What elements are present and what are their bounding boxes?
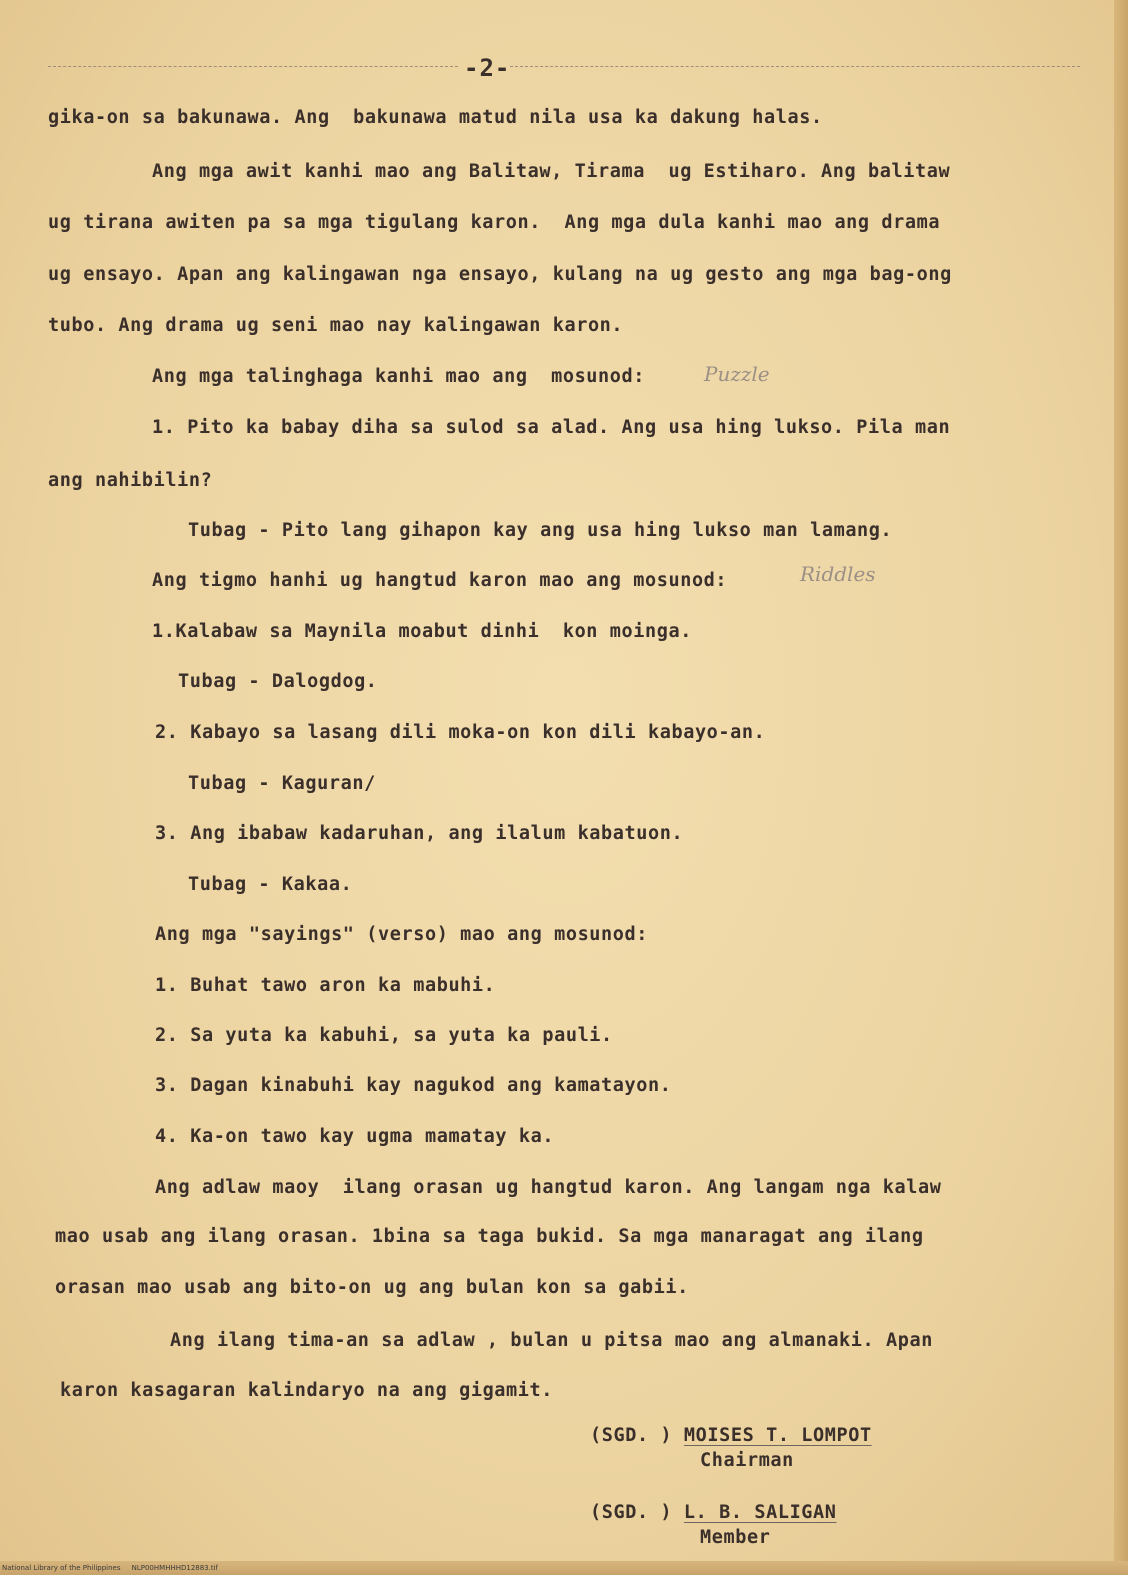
text-line: Ang mga talinghaga kanhi mao ang mosunod: [152,366,645,387]
text-line: gika-on sa bakunawa. Ang bakunawa matud nila usa ka dakung halas. [48,107,823,128]
text-line: ug tirana awiten pa sa mga tigulang karon. Ang mga dula kanhi mao ang drama [48,212,941,233]
handwritten-note-riddles: Riddles [800,562,876,586]
signer-name: L. B. SALIGAN [683,1502,837,1523]
text-line: 1. Pito ka babay diha sa sulod sa alad. Ang usa hing lukso. Pila man [152,417,951,438]
text-line: 2. Kabayo sa lasang dili moka-on kon dili kabayo-an. [155,722,766,743]
text-line: Tubag - Dalogdog. [178,671,378,692]
text-line: Tubag - Kaguran/ [188,773,376,794]
text-line: 3. Dagan kinabuhi kay nagukod ang kamatayon. [155,1075,672,1096]
signature-prefix: (SGD. ) [590,1425,673,1446]
text-line: mao usab ang ilang orasan. 1bina sa taga bukid. Sa mga manaragat ang ilang [55,1226,924,1247]
text-line: Tubag - Pito lang gihapon kay ang usa hing lukso man lamang. [188,520,893,541]
text-line: 2. Sa yuta ka kabuhi, sa yuta ka pauli. [155,1025,613,1046]
text-line: karon kasagaran kalindaryo na ang gigamit. [60,1380,553,1401]
page-number: -2- [464,54,511,82]
text-line: 4. Ka-on tawo kay ugma mamatay ka. [155,1126,555,1147]
signer-name: MOISES T. LOMPOT [683,1425,872,1446]
text-line: tubo. Ang drama ug seni mao nay kalingawan karon. [48,315,624,336]
text-line: orasan mao usab ang bito-on ug ang bulan kon sa gabii. [55,1277,689,1298]
text-line: ang nahibilin? [48,470,213,491]
paper-edge-right [1114,0,1128,1575]
header-rule-left [48,66,458,67]
text-line: ug ensayo. Apan ang kalingawan nga ensayo, kulang na ug gesto ang mga bag-ong [48,264,952,285]
scan-footer: National Library of the Philippines NLP00HMHHHD12883.tif [2,1564,219,1572]
text-line: Tubag - Kakaa. [188,874,353,895]
signature-block-member [590,1501,837,1525]
text-line: Ang mga "sayings" (verso) mao ang mosunod: [155,924,648,945]
text-line: 3. Ang ibabaw kadaruhan, ang ilalum kabatuon. [155,823,684,844]
handwritten-note-puzzle: Puzzle [704,362,770,386]
text-line: Ang ilang tima-an sa adlaw , bulan u pitsa mao ang almanaki. Apan [170,1330,933,1351]
header-rule-right [510,66,1080,67]
text-line: Ang tigmo hanhi ug hangtud karon mao ang mosunod: [152,570,728,591]
text-line: 1.Kalabaw sa Maynila moabut dinhi kon moinga. [152,621,692,642]
signer-title: Member [700,1527,771,1548]
text-line: 1. Buhat tawo aron ka mabuhi. [155,975,496,996]
text-line: Ang mga awit kanhi mao ang Balitaw, Tirama ug Estiharo. Ang balitaw [152,161,951,182]
signer-title: Chairman [700,1450,794,1471]
signature-prefix: (SGD. ) [590,1502,673,1523]
signature-block-chairman [590,1424,872,1448]
text-line: Ang adlaw maoy ilang orasan ug hangtud karon. Ang langam nga kalaw [155,1177,942,1198]
